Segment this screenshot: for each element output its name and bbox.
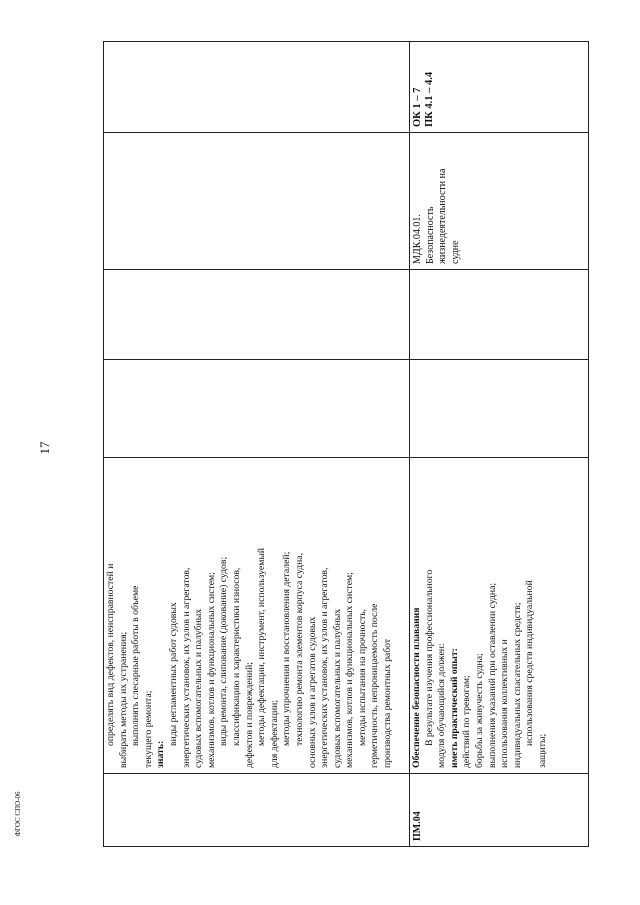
text-line: Обеспечение безопасности плавания xyxy=(411,607,422,768)
competencies-cell xyxy=(104,42,410,133)
table-row xyxy=(410,42,589,847)
module-code: ПМ.04 xyxy=(410,774,589,847)
mdk-list xyxy=(412,137,462,264)
text-line: методы упрочнения и восстановления деталей; xyxy=(281,551,293,746)
text-line: жизнедеятельности на xyxy=(437,168,448,264)
text-line: Безопасность xyxy=(424,206,436,264)
table-row xyxy=(104,42,410,847)
text-line: защиты; xyxy=(536,733,548,768)
mdk-cell xyxy=(410,133,589,270)
text-line: ПК 4.1 – 4.4 xyxy=(424,71,435,127)
text-line: знать: xyxy=(155,740,167,768)
text-line: выполнять слесарные работы в объеме xyxy=(130,585,142,746)
text-line: герметичность, непроницаемость после xyxy=(369,603,381,768)
text-line: технологию ремонта элементов корпуса судна, xyxy=(293,552,305,746)
requirements-cell xyxy=(104,458,410,774)
text-line: для дефектации; xyxy=(268,699,280,768)
text-line: энергетических установок, их узлов и агрегатов, xyxy=(319,567,331,768)
competencies-list xyxy=(412,46,436,127)
text-line: В результате изучения профессионального xyxy=(423,569,435,746)
text-line: выбирать методы их устранения; xyxy=(117,631,129,768)
text-line: дефектов и повреждений; xyxy=(243,662,255,768)
hours-required-cell xyxy=(104,270,410,360)
requirements-cell xyxy=(410,458,589,774)
hours-max-cell xyxy=(104,360,410,458)
text-line: производства ремонтных работ xyxy=(382,638,394,768)
text-line: борьбы за живучесть судна; xyxy=(473,653,485,768)
text-line: текущего ремонта; xyxy=(142,690,154,768)
text-line: МДК.04.01. xyxy=(412,214,423,264)
hours-max-cell xyxy=(410,360,589,458)
footer-code: ФГОС СПО-06 xyxy=(14,791,22,837)
hours-required-cell xyxy=(410,270,589,360)
page-number: 17 xyxy=(37,441,52,455)
text-line: судне xyxy=(449,240,461,264)
text-line: энергетических установок, их узлов и агрегатов, xyxy=(180,567,192,768)
requirements-list xyxy=(105,462,395,768)
competencies-cell xyxy=(410,42,589,133)
text-line: виды регламентных работ судовых xyxy=(167,602,179,746)
mdk-cell xyxy=(104,133,410,270)
rotated-table-container xyxy=(103,42,588,847)
index-cell xyxy=(104,774,410,847)
text-line: основных узлов и агрегатов судовых xyxy=(306,616,318,768)
text-line: выполнения указаний при оставлении судна; xyxy=(486,582,498,768)
text-line: иметь практический опыт: xyxy=(448,648,460,768)
text-line: методы дефектации, инструмент, используемый xyxy=(256,547,268,746)
text-line: виды ремонта, слипование (докование) судов; xyxy=(218,556,230,746)
text-line: использования коллективных и xyxy=(499,639,511,768)
text-line: действий по тревогам; xyxy=(461,675,473,768)
text-line: классификацию и характеристики износов, xyxy=(230,567,242,746)
text-line: механизмов, котлов и функциональных систем; xyxy=(344,572,356,768)
text-line: ОК 1 – 7 xyxy=(412,87,423,127)
text-line: судовых вспомогательных и палубных xyxy=(331,608,343,768)
text-line: механизмов, котлов и функциональных систем; xyxy=(205,572,217,768)
curriculum-table xyxy=(103,41,589,847)
text-line: модуля обучающийся должен: xyxy=(436,643,448,768)
requirements-list xyxy=(411,462,550,768)
text-line: индивидуальных спасательных средств; xyxy=(511,602,523,768)
text-line: определять вид дефектов, неисправностей и xyxy=(105,563,116,746)
text-line: использования средств индивидуальной xyxy=(524,580,536,746)
text-line: методы испытания на прочность, xyxy=(356,608,368,746)
text-line: судовых вспомогательных и палубных xyxy=(193,608,205,768)
